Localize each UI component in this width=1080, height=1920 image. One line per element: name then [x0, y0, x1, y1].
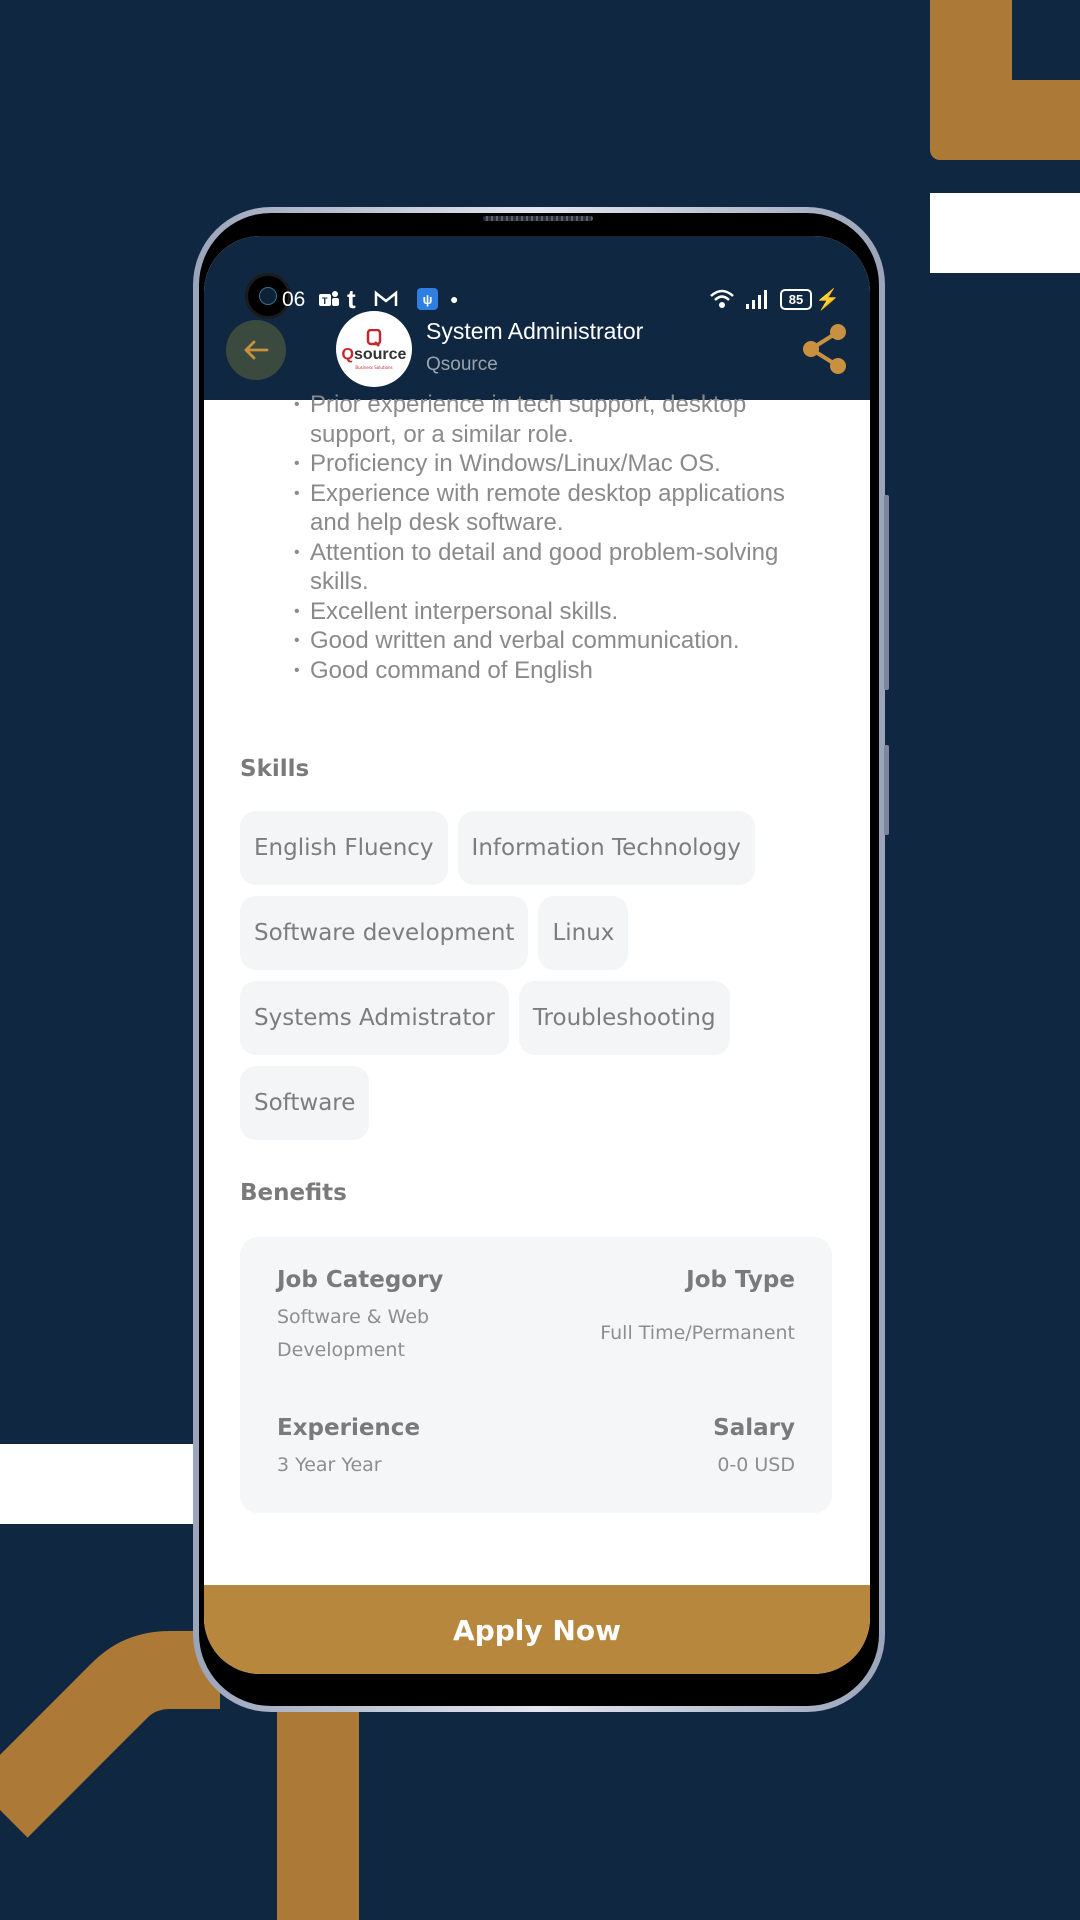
chip-row — [240, 896, 840, 970]
power-button — [884, 745, 889, 835]
skill-chip[interactable]: Troubleshooting — [519, 981, 730, 1055]
salary-value: 0-0 USD — [717, 1454, 795, 1476]
charging-icon: ⚡ — [815, 288, 840, 311]
battery-level: 85 — [780, 289, 812, 310]
job-title: System Administrator — [426, 318, 644, 344]
usb-icon: ψ — [417, 288, 438, 310]
apply-now-button[interactable]: Apply Now — [204, 1585, 870, 1674]
arrow-left-icon — [243, 339, 269, 361]
wifi-icon — [709, 286, 735, 312]
share-icon — [800, 322, 850, 376]
job-category-label: Job Category — [277, 1267, 444, 1293]
tumblr-icon: t — [347, 283, 356, 314]
logo-mark-icon — [366, 329, 382, 347]
skill-chip[interactable]: Software — [240, 1066, 369, 1140]
job-type-value: Full Time/Permanent — [600, 1322, 795, 1344]
notification-dot-icon: ● — [450, 291, 459, 307]
teams-icon — [317, 286, 341, 312]
list-item: • Prior experience in tech support, desktop support, or a similar role. — [294, 390, 814, 449]
decor-bottom-left-shape — [0, 1550, 220, 1920]
svg-text:T: T — [322, 296, 328, 306]
list-item: • Attention to detail and good problem-solving skills. — [294, 538, 814, 597]
status-time: 06 — [282, 288, 306, 311]
job-info-card — [240, 1237, 832, 1513]
list-item: • Good written and verbal communication. — [294, 626, 814, 656]
job-category-value: Software & Web Development — [277, 1306, 430, 1361]
chip-row — [240, 981, 840, 1055]
job-type-label: Job Type — [686, 1267, 795, 1293]
skill-chip[interactable]: English Fluency — [240, 811, 448, 885]
status-bar — [204, 260, 870, 314]
list-item: • Proficiency in Windows/Linux/Mac OS. — [294, 449, 814, 479]
experience-value: 3 Year Year — [277, 1454, 382, 1476]
company-logo — [336, 311, 412, 387]
benefits-heading: Benefits — [240, 1180, 347, 1206]
skills-heading: Skills — [240, 756, 310, 782]
list-item: • Experience with remote desktop applications and help desk software. — [294, 479, 814, 538]
earpiece-speaker — [483, 216, 593, 221]
skill-chip[interactable]: Information Technology — [458, 811, 755, 885]
decor-bottom-bar — [277, 1700, 359, 1920]
salary-label: Salary — [713, 1415, 795, 1441]
volume-button — [884, 495, 889, 690]
app-header — [204, 236, 870, 400]
chip-row — [240, 1066, 840, 1140]
skill-chip[interactable]: Software development — [240, 896, 528, 970]
back-button[interactable] — [226, 320, 286, 380]
company-name: Qsource — [426, 354, 498, 375]
skill-chip[interactable]: Systems Admistrator — [240, 981, 509, 1055]
list-item: • Good command of English — [294, 656, 814, 686]
gmail-icon — [374, 286, 398, 312]
battery-icon — [780, 286, 812, 312]
logo-tagline: Business Solutions — [355, 364, 393, 370]
signal-icon — [744, 286, 768, 312]
share-button[interactable] — [800, 322, 850, 376]
logo-wordmark: Qsource — [341, 345, 407, 363]
chip-row — [240, 811, 840, 885]
decor-white-bar-left — [0, 1444, 200, 1524]
decor-corner-top-right-cut — [1012, 0, 1080, 80]
list-item: • Excellent interpersonal skills. — [294, 597, 814, 627]
decor-white-bar-right — [930, 193, 1080, 273]
requirements-list — [294, 390, 814, 685]
phone-screen — [204, 236, 870, 1674]
skill-chip[interactable]: Linux — [538, 896, 628, 970]
experience-label: Experience — [277, 1415, 421, 1441]
skills-chip-group — [240, 811, 840, 1151]
